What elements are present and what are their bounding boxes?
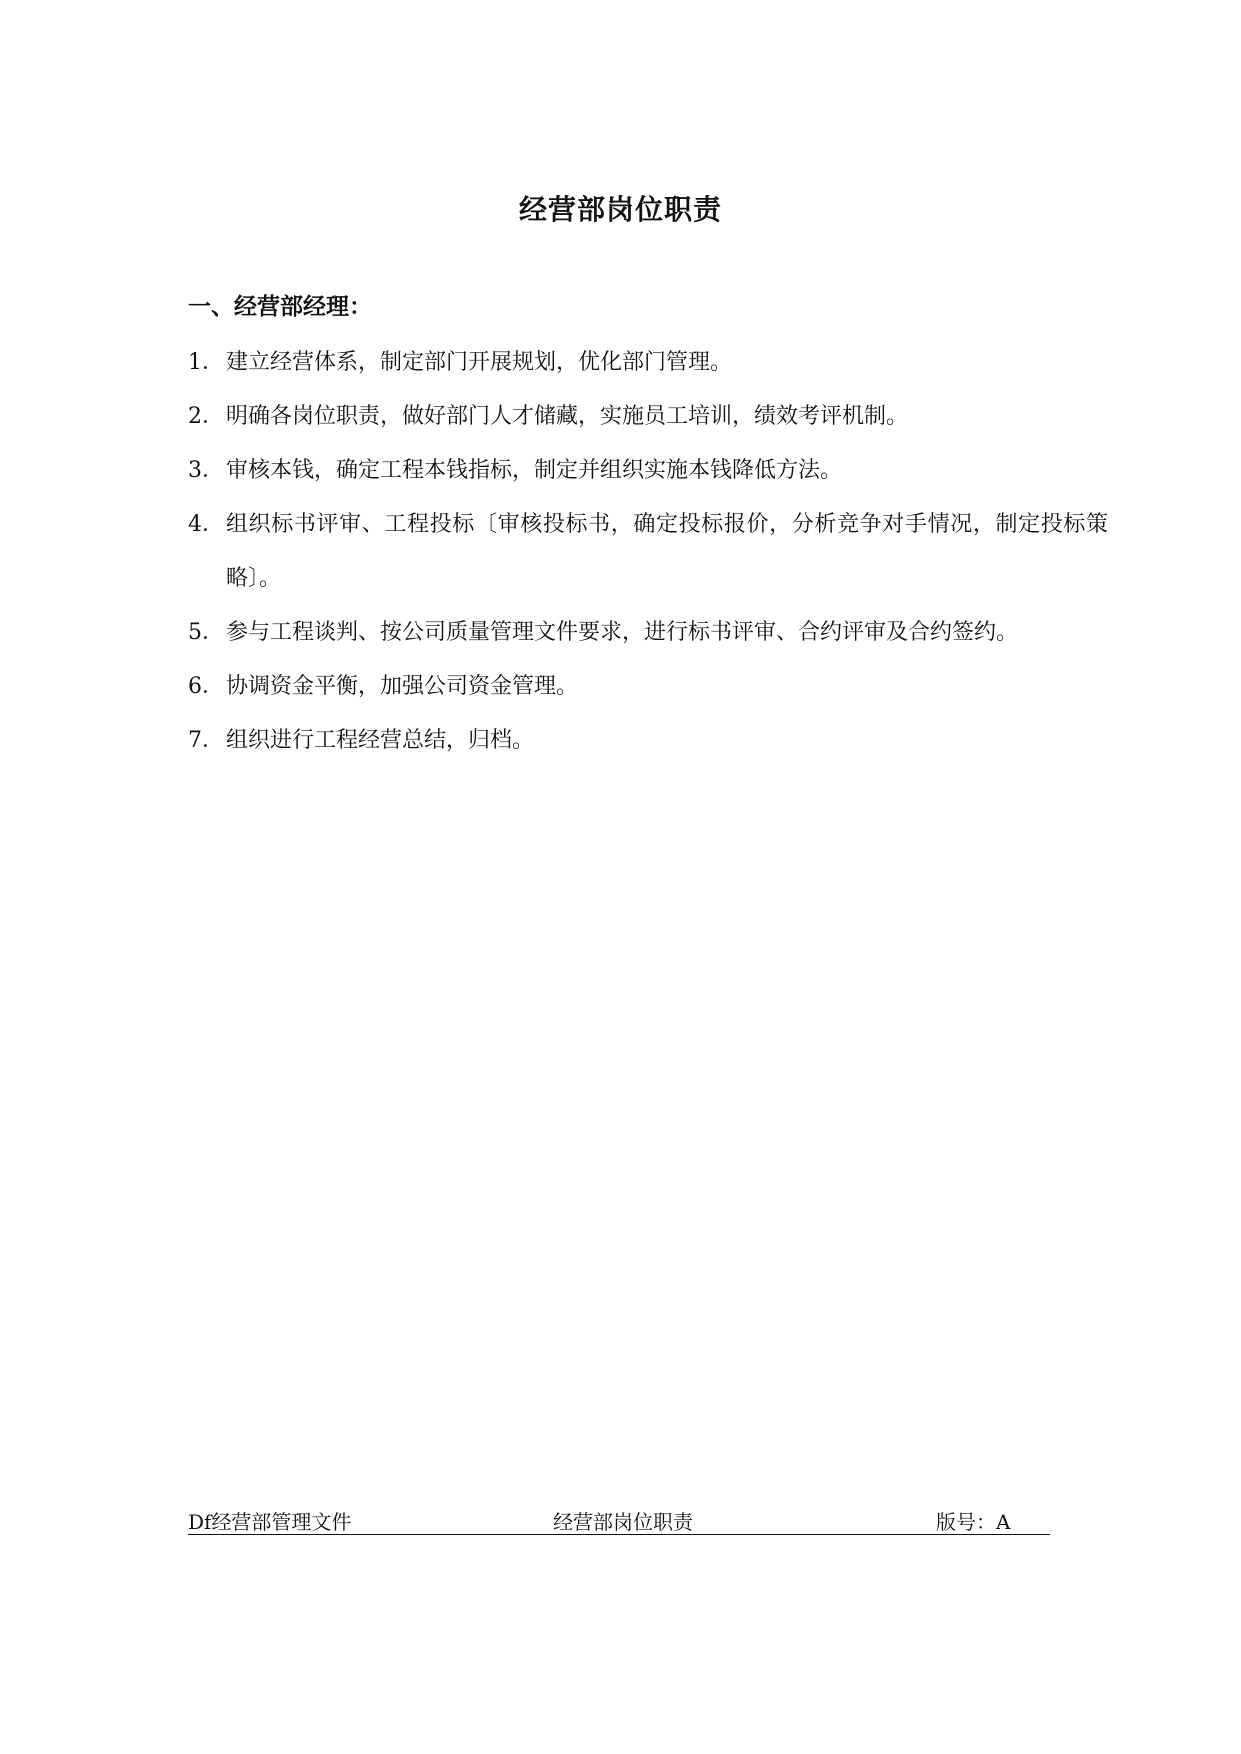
duty-number: 1． bbox=[188, 350, 224, 375]
duty-text: 明确各岗位职责，做好部门人才储藏，实施员工培训，绩效考评机制。 bbox=[226, 404, 909, 429]
duty-number: 4． bbox=[188, 512, 224, 537]
footer-version: 版号：A bbox=[936, 1510, 1011, 1534]
section-heading: 一、经营部经理： bbox=[188, 293, 372, 320]
duty-item bbox=[188, 714, 1108, 768]
duty-number: 7． bbox=[188, 728, 224, 753]
duty-item bbox=[188, 606, 1108, 660]
duty-item bbox=[188, 498, 1108, 606]
page-footer bbox=[188, 1504, 1050, 1535]
duty-text: 组织进行工程经营总结，归档。 bbox=[226, 728, 535, 753]
duty-item bbox=[188, 444, 1108, 498]
duty-number: 3． bbox=[188, 458, 224, 483]
duty-number: 5． bbox=[188, 620, 224, 645]
duty-text: 审核本钱，确定工程本钱指标，制定并组织实施本钱降低方法。 bbox=[226, 458, 843, 483]
duty-list bbox=[188, 336, 1108, 768]
document-title: 经营部岗位职责 bbox=[518, 193, 722, 226]
duty-text: 组织标书评审、工程投标〔审核投标书，确定投标报价，分析竞争对手情况，制定投标策略〕。 bbox=[226, 512, 1108, 591]
duty-text: 参与工程谈判、按公司质量管理文件要求，进行标书评审、合约评审及合约签约。 bbox=[226, 620, 1019, 645]
duty-text: 建立经营体系，制定部门开展规划，优化部门管理。 bbox=[226, 350, 733, 375]
footer-document-name: Df经营部管理文件 bbox=[188, 1510, 352, 1534]
footer-title: 经营部岗位职责 bbox=[553, 1510, 693, 1534]
duty-item bbox=[188, 390, 1108, 444]
duty-number: 6． bbox=[188, 674, 224, 699]
duty-item bbox=[188, 660, 1108, 714]
duty-item bbox=[188, 336, 1108, 390]
duty-text: 协调资金平衡，加强公司资金管理。 bbox=[226, 674, 579, 699]
duty-number: 2． bbox=[188, 404, 224, 429]
